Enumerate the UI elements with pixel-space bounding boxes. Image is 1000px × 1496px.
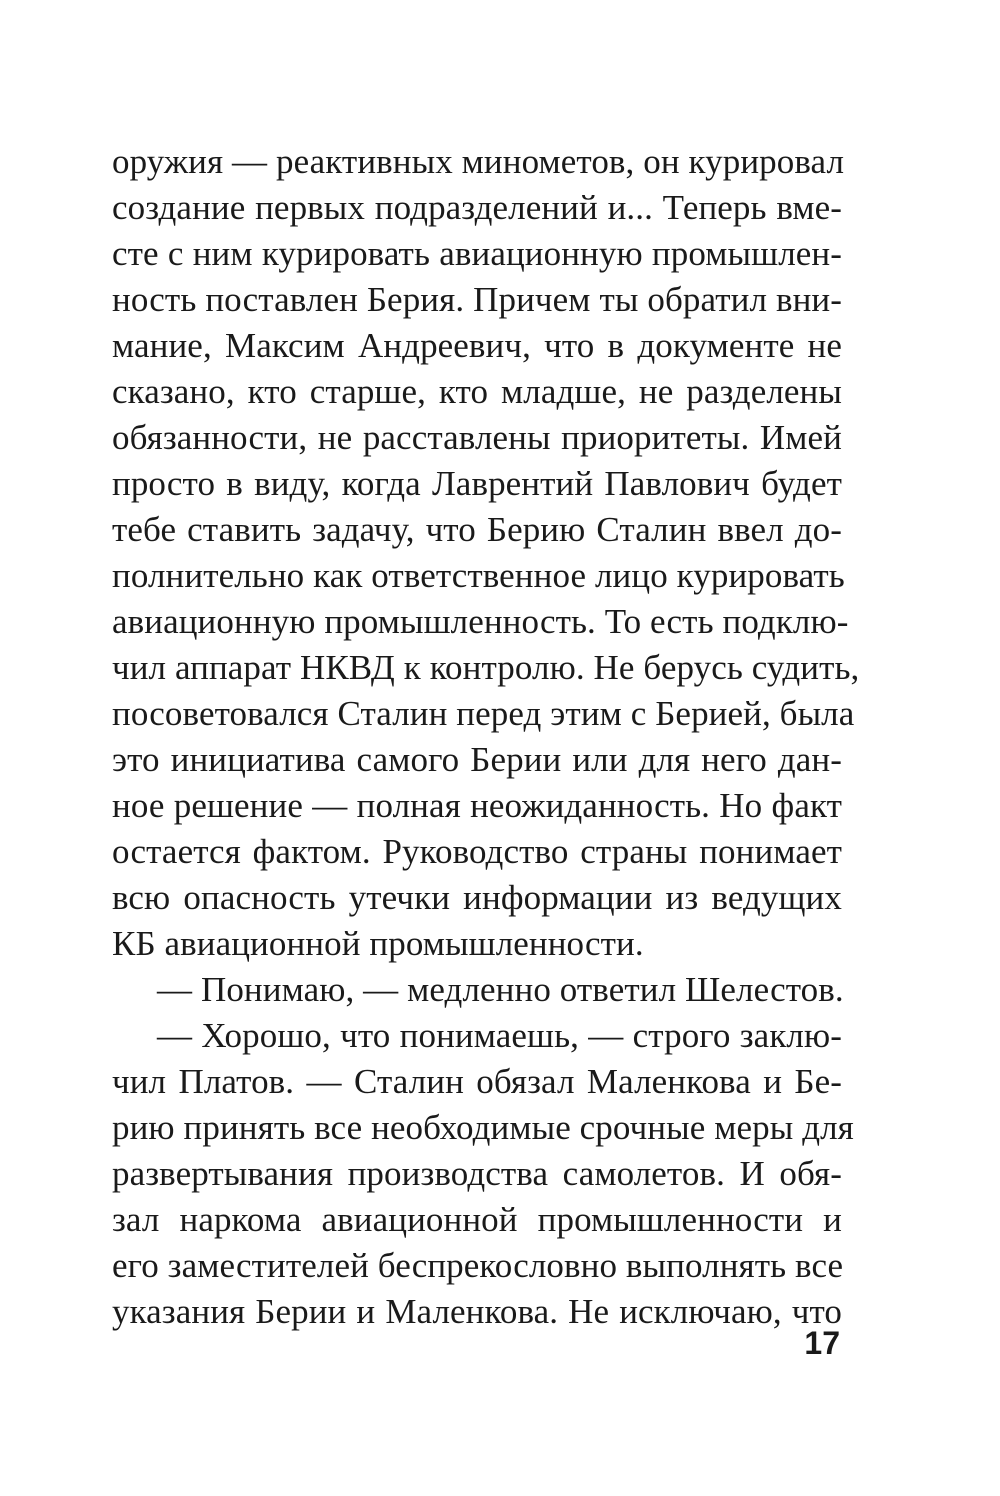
text-line: мание, Максим Андреевич, что в документе не bbox=[112, 326, 842, 365]
body-text bbox=[112, 139, 860, 1335]
text-line: тебе ставить задачу, что Берию Сталин ввел до- bbox=[112, 510, 842, 549]
text-line: остается фактом. Руководство страны понимает bbox=[112, 832, 842, 871]
text-line: его заместителей беспрекословно выполнять все bbox=[112, 1246, 844, 1285]
text-line: оружия — реактивных минометов, он курировал bbox=[112, 142, 845, 181]
text-line: сте с ним курировать авиационную промышлен- bbox=[112, 234, 842, 273]
text-line: обязанности, не расставлены приоритеты. Имей bbox=[112, 418, 842, 457]
text-line: развертывания производства самолетов. И обя- bbox=[112, 1154, 842, 1193]
text-line: КБ авиационной промышленности. bbox=[112, 924, 644, 963]
text-line: чил Платов. — Сталин обязал Маленкова и Бе- bbox=[112, 1062, 842, 1101]
text-line: это инициатива самого Берии или для него дан- bbox=[112, 740, 842, 779]
text-line: зал наркома авиационной промышленности и bbox=[112, 1200, 842, 1239]
text-line: — Хорошо, что понимаешь, — строго заклю- bbox=[157, 1016, 842, 1055]
page-number: 17 bbox=[804, 1325, 840, 1361]
text-line: сказано, кто старше, кто младше, не разделены bbox=[112, 372, 842, 411]
text-line: чил аппарат НКВД к контролю. Не берусь судить, bbox=[112, 648, 860, 687]
text-line: просто в виду, когда Лаврентий Павлович будет bbox=[112, 464, 842, 503]
text-line: всю опасность утечки информации из ведущих bbox=[112, 878, 842, 917]
text-line: рию принять все необходимые срочные меры для bbox=[112, 1108, 854, 1147]
text-line: — Понимаю, — медленно ответил Шелестов. bbox=[157, 970, 844, 1009]
text-line: создание первых подразделений и... Теперь вме- bbox=[112, 188, 842, 227]
text-line: указания Берии и Маленкова. Не исключаю, что bbox=[112, 1292, 842, 1331]
text-line: авиационную промышленность. То есть подклю- bbox=[112, 602, 849, 641]
text-line: полнительно как ответственное лицо курировать bbox=[112, 556, 845, 595]
text-line: посоветовался Сталин перед этим с Берией, была bbox=[112, 694, 855, 733]
text-line: ное решение — полная неожиданность. Но факт bbox=[112, 786, 842, 825]
text-line: ность поставлен Берия. Причем ты обратил вни- bbox=[112, 280, 842, 319]
